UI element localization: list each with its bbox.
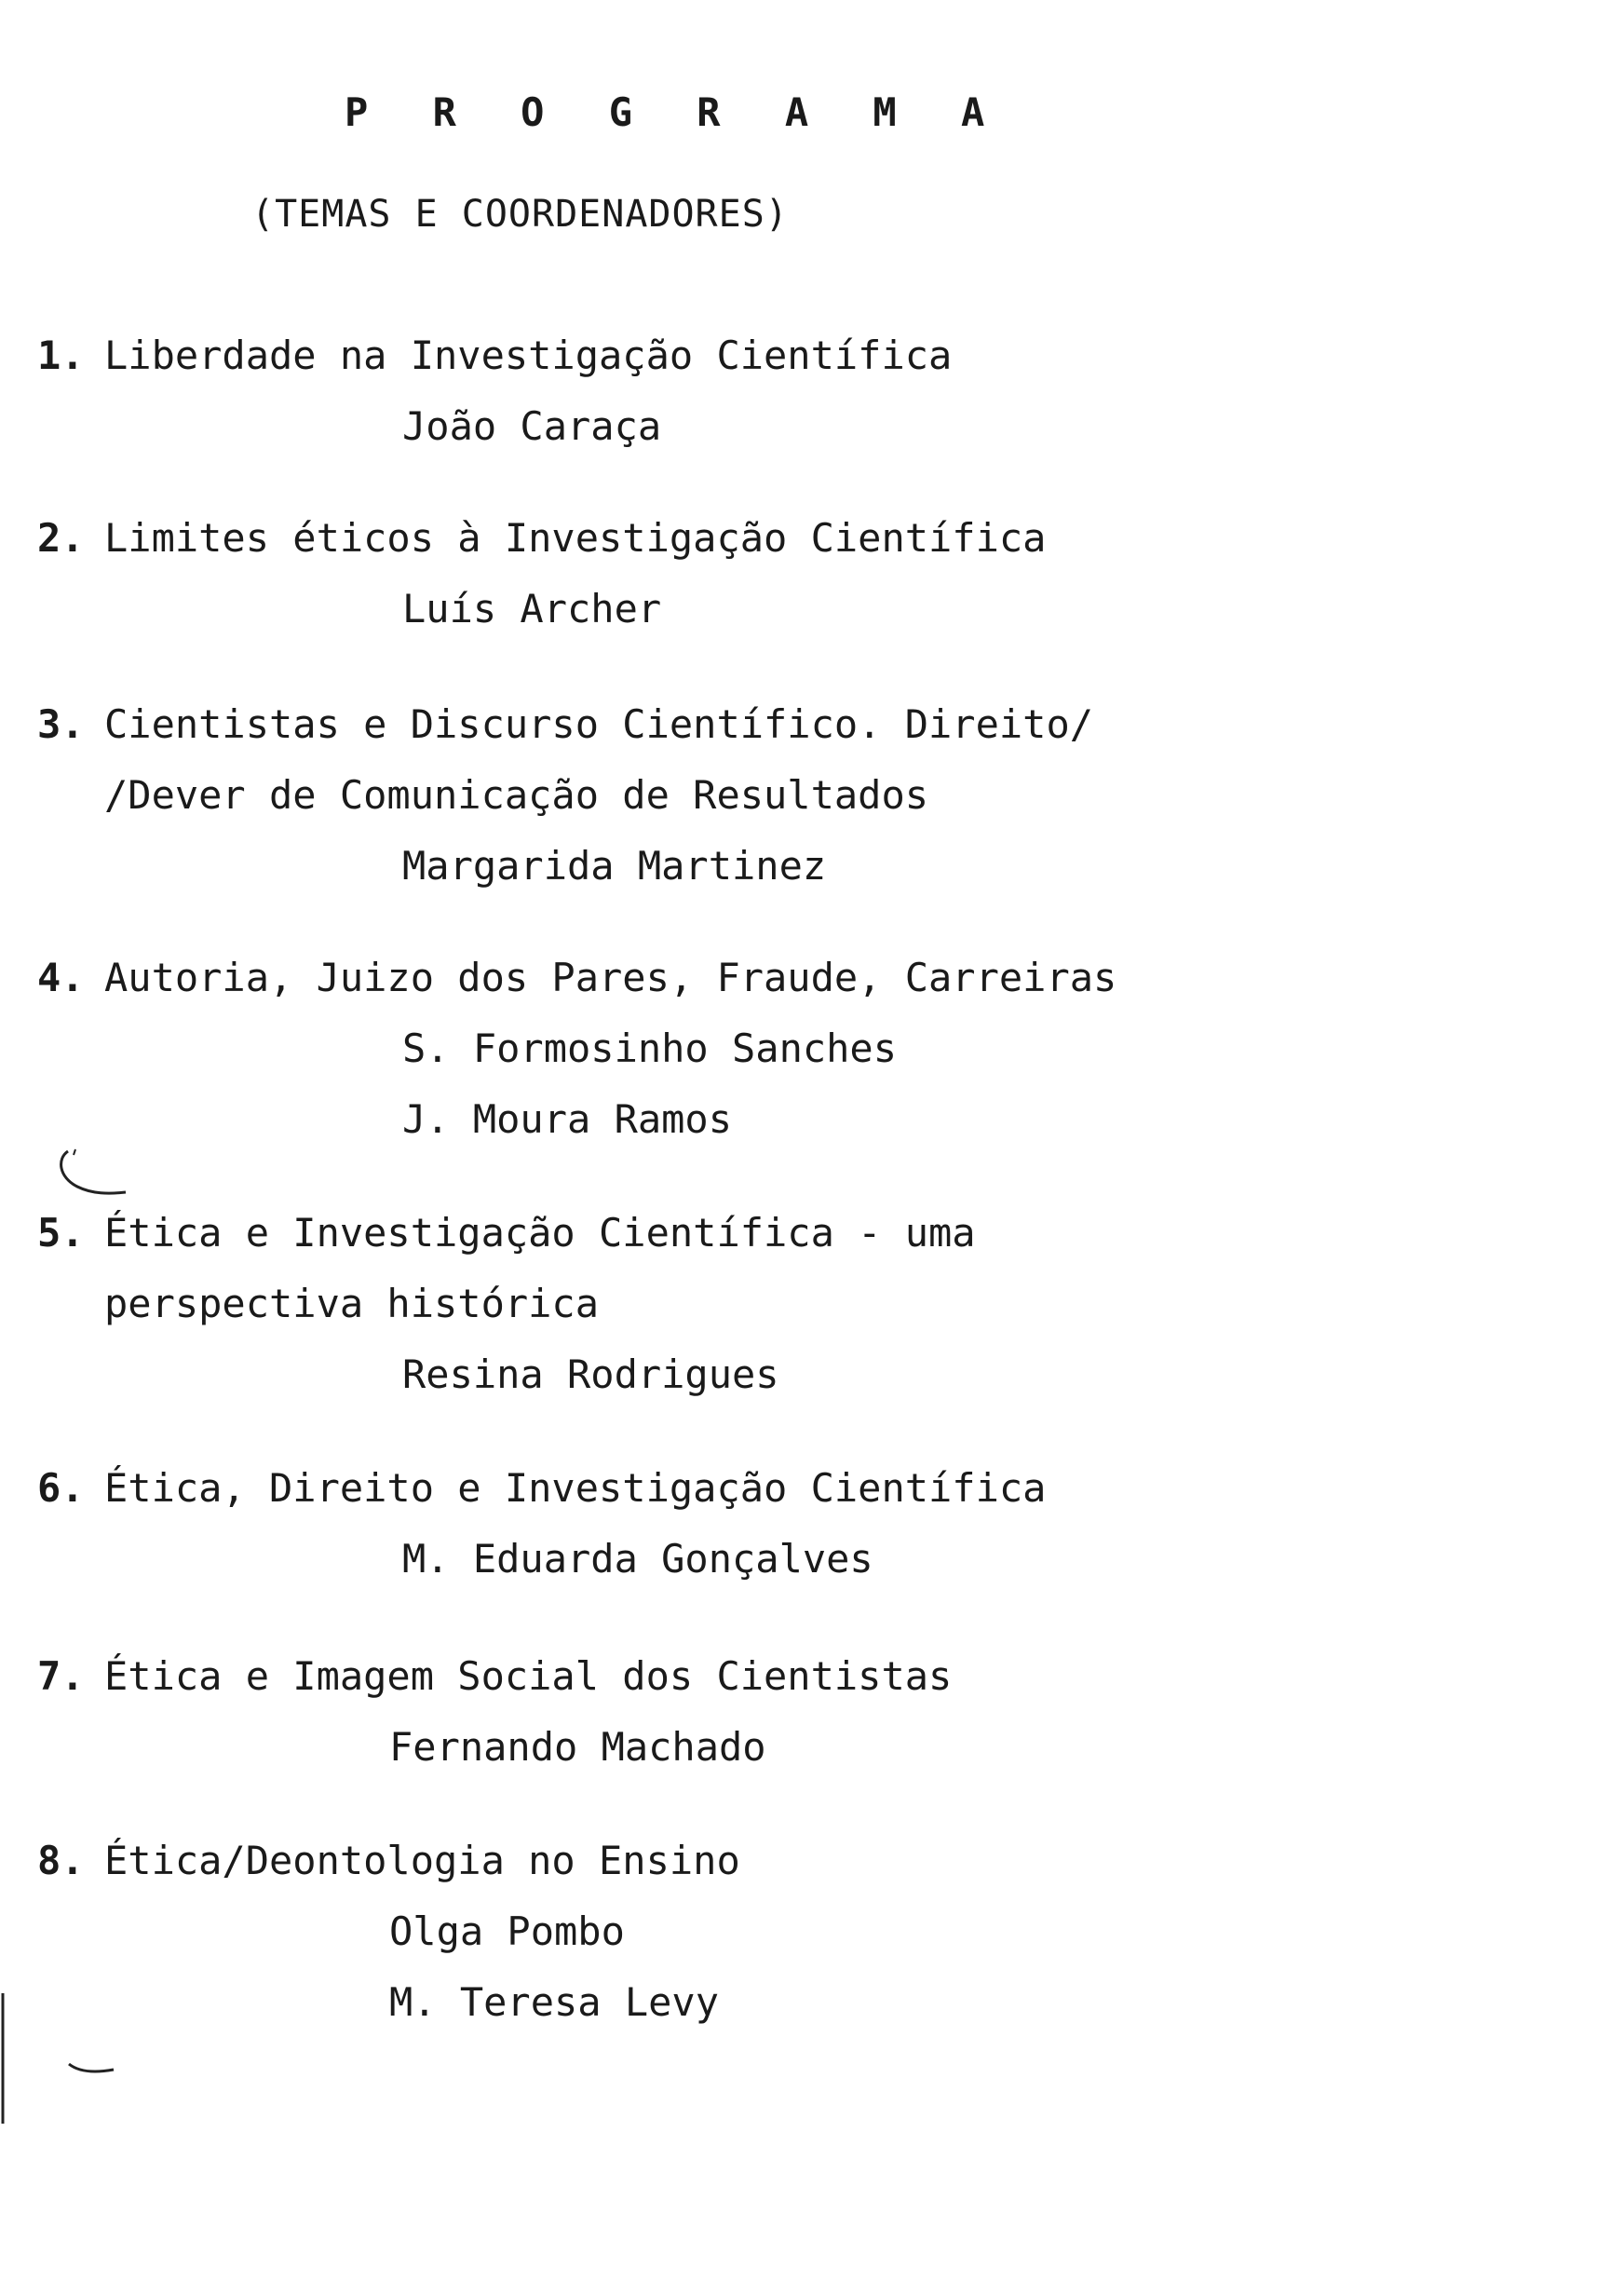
item-number: 7. — [37, 1653, 85, 1699]
item-coordinator: M. Teresa Levy — [389, 1979, 720, 2025]
item-number: 3. — [37, 701, 85, 747]
item-coordinator: M. Eduarda Gonçalves — [402, 1536, 873, 1582]
item-topic-continued: /Dever de Comunicação de Resultados — [104, 772, 929, 818]
item-number: 4. — [37, 955, 85, 1000]
item-number: 1. — [37, 333, 85, 378]
item-number: 6. — [37, 1465, 85, 1511]
pencil-mark-icon — [65, 2058, 121, 2077]
program-item-5 — [37, 1198, 1527, 1410]
program-item-2 — [37, 503, 1527, 645]
item-coordinator: S. Formosinho Sanches — [402, 1025, 898, 1071]
edge-mark-icon — [0, 1993, 6, 2124]
item-topic: Autoria, Juizo dos Pares, Fraude, Carreiras — [104, 955, 1117, 1000]
item-coordinator: Olga Pombo — [389, 1908, 625, 1954]
item-coordinator: Luís Archer — [402, 586, 662, 631]
program-item-4 — [37, 943, 1527, 1155]
document-subtitle: (TEMAS E COORDENADORES) — [251, 193, 789, 236]
item-topic: Ética e Imagem Social dos Cientistas — [104, 1653, 953, 1699]
program-item-1 — [37, 320, 1527, 462]
document-title: P R O G R A M A — [345, 89, 1006, 135]
item-coordinator: Margarida Martinez — [402, 843, 827, 889]
item-topic: Liberdade na Investigação Científica — [104, 333, 953, 378]
item-topic: Ética, Direito e Investigação Científica — [104, 1465, 1047, 1511]
item-topic: Ética/Deontologia no Ensino — [104, 1838, 740, 1883]
item-topic-continued: perspectiva histórica — [104, 1281, 600, 1326]
item-number: 5. — [37, 1210, 85, 1256]
item-topic: Limites éticos à Investigação Científica — [104, 515, 1047, 561]
program-item-7 — [37, 1641, 1527, 1783]
program-item-6 — [37, 1453, 1527, 1595]
program-item-3 — [37, 689, 1527, 902]
item-coordinator: J. Moura Ramos — [402, 1096, 733, 1142]
program-item-8 — [37, 1826, 1527, 2038]
item-number: 2. — [37, 515, 85, 561]
item-coordinator: Fernando Machado — [389, 1724, 766, 1770]
item-number: 8. — [37, 1838, 85, 1883]
pencil-mark-icon — [51, 1146, 135, 1202]
item-topic: Ética e Investigação Científica - uma — [104, 1210, 976, 1256]
item-topic: Cientistas e Discurso Científico. Direito/ — [104, 701, 1094, 747]
item-coordinator: João Caraça — [402, 403, 662, 449]
item-coordinator: Resina Rodrigues — [402, 1351, 779, 1397]
